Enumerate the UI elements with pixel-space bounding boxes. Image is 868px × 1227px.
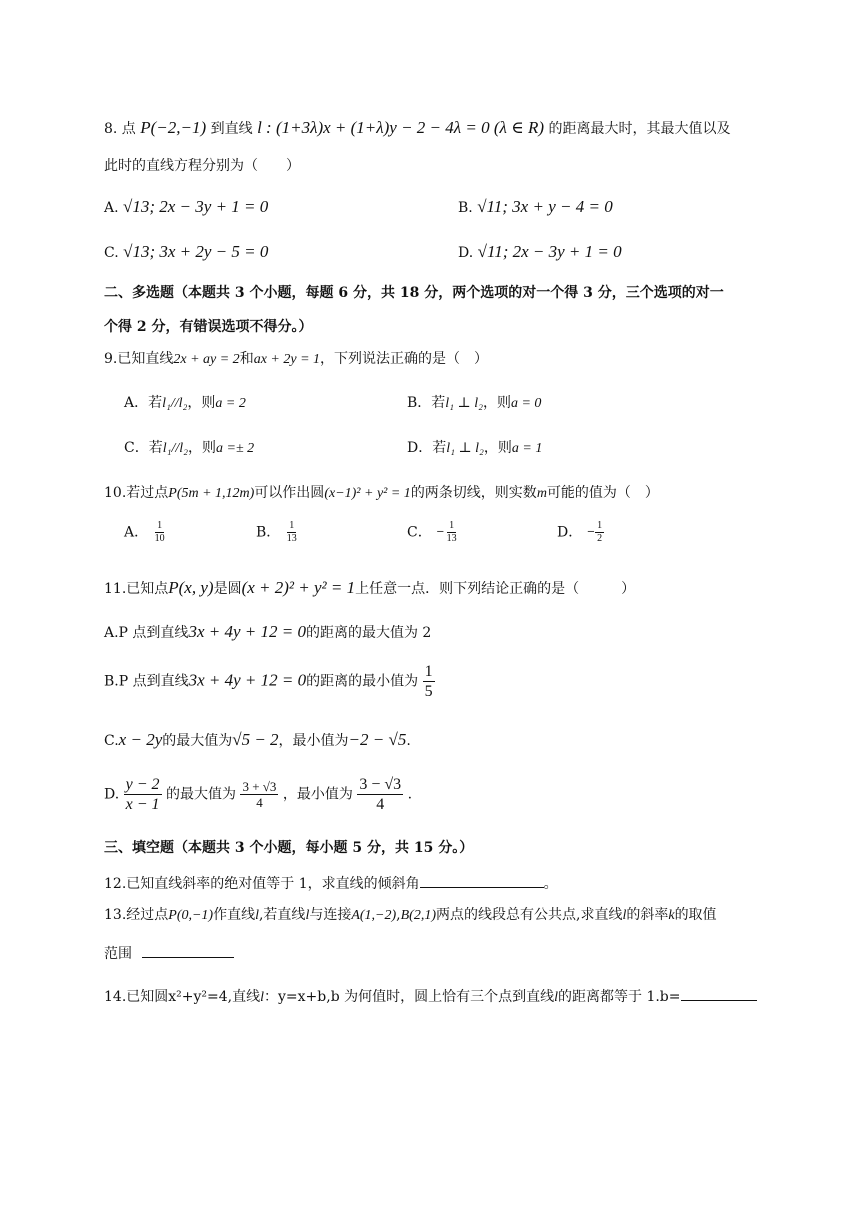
q9-stem-end: ，下列说法正确的是（ ） <box>320 351 489 367</box>
q13-stem-start: 13.经过点 <box>104 907 169 923</box>
q10-option-c-den: 13 <box>446 533 457 544</box>
q8-option-c <box>104 242 268 262</box>
q13-answer-blank[interactable] <box>142 943 234 958</box>
q9-line2: ax + 2y = 1 <box>253 352 321 367</box>
q13-point: P(0,−1) <box>168 908 214 923</box>
q8-line2: 此时的直线方程分别为（ ） <box>104 158 300 174</box>
q8-option-d <box>458 242 622 262</box>
q11-option-a <box>104 622 431 642</box>
q10-option-c-fraction <box>445 520 459 545</box>
q13-line2 <box>104 943 234 963</box>
q8-option-b-text: √11; 3x + y − 4 = 0 <box>477 197 613 216</box>
q9-option-d-pre: 若 <box>432 440 447 456</box>
q11-option-d-mid: 的最大值为 <box>166 786 236 803</box>
q14-line-l2: l <box>554 990 558 1005</box>
q9-option-a-pre: 若 <box>148 395 163 411</box>
q8-point: P(−2,−1) <box>140 118 207 137</box>
q11-option-c-mid2: ，最小值为 <box>278 733 349 749</box>
q11-option-d-mid2: ，最小值为 <box>282 786 353 803</box>
q8-line-equation: l : (1+3λ)x + (1+λ)y − 2 − 4λ = 0 (λ ∈ R) <box>257 118 545 137</box>
q11-option-a-pre: A.P 点到直线 <box>104 625 189 641</box>
q8-option-c-label: C. <box>104 245 119 261</box>
q10-option-a <box>124 520 167 545</box>
section2-heading-line2: 个得 2 分，有错误选项不得分。） <box>104 319 313 335</box>
q10-point: P(5m + 1,12m) <box>168 486 255 501</box>
q9-option-d <box>407 440 542 458</box>
q14-stem-mid: ：y=x+b,b 为何值时，圆上恰有三个点到直线 <box>264 989 555 1005</box>
section3-heading: 三、填空题（本题共 3 个小题，每小题 5 分，共 15 分。） <box>104 840 474 856</box>
q10-circle: (x−1)² + y² = 1 <box>324 486 411 501</box>
q9-option-c-then: ，则 <box>188 440 217 456</box>
q9-option-d-cond: l₁ ⊥ l₂ <box>446 441 484 456</box>
q9-option-b <box>407 395 541 413</box>
q14-line-word: ,直线 <box>227 989 261 1005</box>
q11-option-d-min-fraction <box>357 775 403 814</box>
q11-option-d <box>104 775 412 814</box>
q8-option-a-label: A. <box>104 200 119 216</box>
q14-circle: x²+y²=4 <box>168 989 228 1005</box>
q10-option-c-minus: − <box>436 526 445 538</box>
q10-option-d-den: 2 <box>597 533 603 544</box>
q9-option-d-label: D． <box>407 440 433 456</box>
q11-option-d-max-fraction <box>240 779 278 811</box>
q13-stem <box>104 907 717 925</box>
q10-option-b-fraction <box>285 520 299 545</box>
q11-option-b <box>104 662 435 701</box>
q11-option-d-fraction <box>124 775 162 814</box>
q10-option-a-den: 10 <box>154 533 165 544</box>
q12-answer-blank[interactable] <box>420 873 544 888</box>
q8-stem-end: 的距离最大时，其最大值以及 <box>548 121 731 137</box>
q12-end: 。 <box>543 876 558 892</box>
q11-option-b-fraction <box>423 662 435 701</box>
q9-line1: 2x + ay = 2 <box>173 352 240 367</box>
q10-option-b-label: B． <box>256 524 281 541</box>
q14-line-l: l <box>260 990 265 1005</box>
q8-option-a-text: √13; 2x − 3y + 1 = 0 <box>123 197 269 216</box>
q11-option-d-den: x − 1 <box>125 796 160 814</box>
q9-option-b-cond: l₁ ⊥ l₂ <box>445 396 483 411</box>
q13-line-l1: l <box>255 908 259 923</box>
q10-option-d <box>557 520 604 545</box>
q9-option-a-val: a = 2 <box>215 396 246 411</box>
q11-option-d-min-num: 3 − √3 <box>357 775 403 795</box>
q11-option-d-num: y − 2 <box>124 775 162 795</box>
q9-option-a-then: ，则 <box>187 395 216 411</box>
q13-range-label: 范围 <box>104 946 132 962</box>
q8-option-c-text: √13; 3x + 2y − 5 = 0 <box>123 242 269 261</box>
q11-stem-mid: 是圆 <box>213 581 242 597</box>
q8-option-b-label: B. <box>458 200 473 216</box>
q10-option-b <box>256 520 299 545</box>
q11-option-c-expr: x − 2y <box>118 730 163 749</box>
q11-circle: (x + 2)² + y² = 1 <box>241 578 356 597</box>
q10-option-a-label: A． <box>124 524 149 541</box>
q14-answer-blank[interactable] <box>681 986 757 1001</box>
q10-stem-mid1: 可以作出圆 <box>254 485 325 501</box>
q9-option-a-label: A． <box>124 395 149 411</box>
q12-stem <box>104 873 558 893</box>
q9-option-a <box>124 395 246 413</box>
q11-option-b-num: 1 <box>423 662 435 682</box>
q9-option-d-then: ，则 <box>483 440 512 456</box>
q10-option-d-label: D． <box>557 524 583 541</box>
q10-stem <box>104 485 659 503</box>
q10-option-a-fraction <box>153 520 167 545</box>
q10-stem-end: 可能的值为（ ） <box>546 485 659 501</box>
q10-option-c-label: C． <box>407 524 432 541</box>
q11-option-a-line: 3x + 4y + 12 = 0 <box>188 622 306 641</box>
q11-option-d-max-den: 4 <box>256 795 263 811</box>
q13-line-l2: l <box>305 908 310 923</box>
q10-option-c-num: 1 <box>449 520 455 531</box>
q10-option-d-minus: − <box>586 526 596 538</box>
q11-option-c-pre: C. <box>104 733 119 749</box>
q9-option-c-pre: 若 <box>148 440 163 456</box>
q10-option-c <box>407 520 459 545</box>
q13-point-b: B(2,1) <box>400 908 436 923</box>
q9-option-c <box>124 440 254 458</box>
q11-option-b-line: 3x + 4y + 12 = 0 <box>188 670 307 690</box>
q11-point: P(x, y) <box>168 578 214 597</box>
q13-comma: , <box>396 907 401 923</box>
q13-line-l3: l <box>622 908 627 923</box>
q8-stem-start: 8. 点 <box>104 121 136 137</box>
q9-option-b-pre: 若 <box>431 395 446 411</box>
q9-option-c-val: a =± 2 <box>216 441 255 456</box>
q10-option-a-num: 1 <box>157 520 163 531</box>
q9-option-d-val: a = 1 <box>511 441 543 456</box>
q13-if-line: ,若直线 <box>258 907 306 923</box>
q11-option-c-max: √5 − 2 <box>232 730 279 749</box>
q13-slope-text: 的斜率 <box>626 907 669 923</box>
q8-option-a <box>104 197 268 217</box>
q9-option-c-cond: l₁//l₂ <box>162 441 189 456</box>
q14-stem-start: 14.已知圆 <box>104 989 169 1005</box>
q8-option-d-label: D. <box>458 245 474 261</box>
q14-stem-end: 的距离都等于 1.b= <box>558 989 681 1005</box>
q9-option-a-cond: l₁//l₂ <box>162 396 188 411</box>
q9-option-c-label: C． <box>124 440 149 456</box>
q10-option-b-num: 1 <box>289 520 295 531</box>
q13-make-line: 作直线 <box>213 907 256 923</box>
q13-variable-k: k <box>668 908 675 923</box>
q11-option-c-mid: 的最大值为 <box>162 733 233 749</box>
q8-stem-mid: 到直线 <box>210 121 253 137</box>
q11-option-d-min-den: 4 <box>376 796 385 814</box>
q11-option-b-pre: B.P 点到直线 <box>104 673 189 690</box>
q11-option-d-pre: D. <box>104 786 120 803</box>
q11-option-c-min: −2 − √5 <box>348 730 407 749</box>
q11-option-d-max-num: 3 + √3 <box>242 778 277 794</box>
q10-option-d-num: 1 <box>597 520 603 531</box>
q10-stem-start: 10.若过点 <box>104 485 169 501</box>
q8-option-b <box>458 197 613 217</box>
q12-text: 12.已知直线斜率的绝对值等于 1，求直线的倾斜角 <box>104 876 420 892</box>
q11-option-d-end: . <box>407 786 413 803</box>
q9-option-b-then: ，则 <box>482 395 511 411</box>
q13-connect: 与连接 <box>309 907 352 923</box>
section2-heading-line1: 二、多选题（本题共 3 个小题，每题 6 分，共 18 分，两个选项的对一个得 3 分，三个选项的对一 <box>104 285 724 301</box>
q9-stem <box>104 351 488 369</box>
q10-option-d-fraction <box>595 520 604 545</box>
q9-option-b-label: B． <box>407 395 432 411</box>
q9-stem-start: 9.已知直线 <box>104 351 174 367</box>
q10-option-b-den: 13 <box>286 533 297 544</box>
q8-option-d-text: √11; 2x − 3y + 1 = 0 <box>477 242 622 261</box>
q9-option-b-val: a = 0 <box>510 396 542 411</box>
q8-line1 <box>104 118 730 138</box>
q11-option-a-post: 的距离的最大值为 2 <box>305 625 432 641</box>
q11-stem-start: 11.已知点 <box>104 581 169 597</box>
q13-segment-text: 两点的线段总有公共点,求直线 <box>436 907 623 923</box>
q13-point-a: A(1,−2) <box>351 908 397 923</box>
q14-stem <box>104 986 757 1007</box>
q11-stem-end: 上任意一点．则下列结论正确的是（ ） <box>355 581 636 597</box>
q11-option-c <box>104 730 411 750</box>
q11-option-b-den: 5 <box>424 683 433 701</box>
q13-stem-end: 的取值 <box>674 907 717 923</box>
q11-option-b-post: 的距离的最小值为 <box>306 673 419 690</box>
q10-variable-m: m <box>536 486 547 501</box>
q11-option-c-end: . <box>406 733 411 749</box>
q9-and: 和 <box>239 351 254 367</box>
q10-stem-mid2: 的两条切线，则实数 <box>410 485 537 501</box>
q11-stem <box>104 578 635 598</box>
